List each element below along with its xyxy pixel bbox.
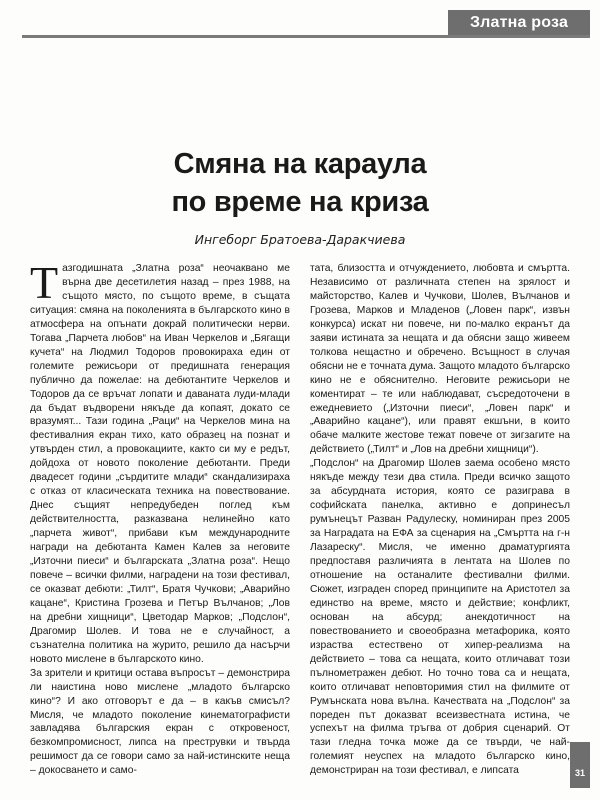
text-column-right [310,262,570,778]
paragraph: За зрители и критици остава въпросът – демонстрира ли наистина ново мислене „младото българско кино“? И ако отговорът е да – в какъв смисъл? Мисля, че младото поколение кинематографисти завладява българския екран с откровеност, безкомпромисност, липса на преструвки и твърда решимост да се говори само за най-истинските неща – докосването и само- [30,667,290,777]
paragraph: тата, близостта и отчуждението, любовта и смъртта. Независимо от различната степен на зрялост и майсторство, Калев и Чучкови, Шолев, Вълчанов и Грозева, Марков и Младенов („Ловен парк“, извън конкурса) искат ни повече, ни по-малко екранът да заяви истината за нещата и да обясни защо живеем толкова нещастно и обречено. Всъщност в случая обясни не е точната дума. Защото младото българско кино не е обяснително. Неговите режисьори не коментират – те или наблюдават, съсредоточени в ежедневието („Източни пиеси“, „Ловен парк“ и „Аварийно кацане“), или правят екшъни, в които обаче малките жестове тежат повече от зигзагите на действието („Тилт“ и „Лов на дребни хищници“). [310,263,570,456]
article-title [0,145,600,221]
text-column-left [30,257,290,778]
section-label: Златна роза [448,10,590,36]
paragraph [30,257,290,667]
article-author: Ингеборг Братоева-Даракчиева [194,232,406,247]
paragraph: „Подслон“ на Драгомир Шолев заема особено място някъде между тези два стила. Преди всичко защото за абсурдната история, която се разиграва в софийската панелка, активно е допринесъл румънецът Разван Радулеску, номиниран през 2005 за Наградата на ЕФА за сценария на „Смъртта на г-н Лазареску“. Мисля, че именно драматургията предпоставя различията в лентата на Шолев по отношение на останалите фестивални филми. Сюжет, изграден според принципите на Аристотел за единство на време, място и действие; конфликт, основан на абсурд; анекдотичност на повествованието и своеобразна метафорика, която израства естествено от хипер-реализма на действието – това са нещата, които отличават този пълнометражен дебют. Но точно това са и нещата, които отличават неповторимия стил на филмите от Румънската нова вълна. Качествата на „Подслон“ за пореден път доказват всеизвестната истина, че успехът на филма тръгва от добрия сценарий. От тази гледна точка може да се твърди, че най-големият неуспех на младото българско кино, демонстриран на този фестивал, е липсата [310,458,570,777]
title-line-2: по време на криза [171,186,429,218]
drop-cap: Т [30,257,59,308]
page-corner-bar [570,742,590,788]
title-line-1: Смяна на караула [173,148,427,180]
page-number: 31 [574,768,585,778]
header-rule [22,35,590,38]
paragraph-text: азгодишната „Златна роза“ неочаквано ме върна две десетилетия назад – през 1988, на същото място, по същото време, в същата ситуация: смяна на поколенията в българското кино в атмосфера на опънати докрай политически нерви. Тогава „Парчета любов“ на Иван Черкелов и „Бягащи кучета“ на Людмил Тодоров провокираха един от големите режисьори от предишната генерация публично да пожелае: на дебютантите Черкелов и Тодоров да се връчат лопати и даваната луди-млади да бъдат въдворени някъде да копаят, докато се вразумят... Тази година „Раци“ на Черкелов мина на фестивалния екран тихо, като образец на познат и утвърден стил, а провокациите, както си му е редът, дойдоха от новото поколение дебютанти. Преди двадесет години „сърдитите млади“ скандализираха с отказ от класическата техника на повествование. Днес същият непредубеден поглед към действителността, разказвана нелинейно като „парчета живот“, прибави към международните награди на дебютанта Камен Калев за неговите „Източни пиеси“ и българската „Златна роза“. Нещо повече – всички филми, наградени на този фестивал, се оказват дебюти: „Тилт“, Братя Чучкови; „Аварийно кацане“, Кристина Грозева и Петър Вълчанов; „Лов на дребни хищници“, Цветодар Марков; „Подслон“, Драгомир Шолев. И това не е случайност, а съзнателна политика на журито, решило да насърчи новото мислене в българското кино. [30,263,290,665]
